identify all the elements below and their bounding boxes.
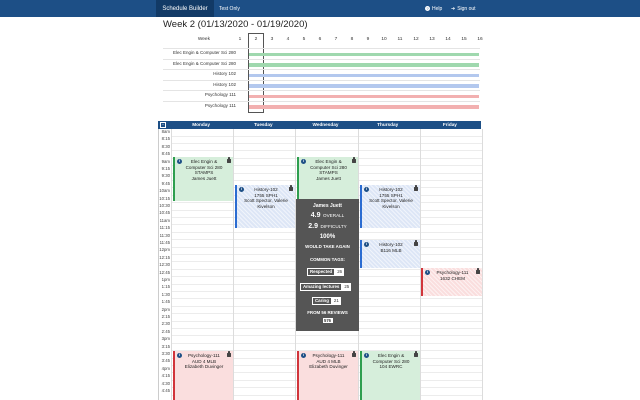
would-take-again-value: 100% — [319, 234, 336, 240]
event-psychology-111-wednesday[interactable] — [297, 351, 358, 400]
week-number-8[interactable]: 8 — [350, 37, 354, 42]
week-number-2[interactable]: 2 — [254, 37, 258, 42]
time-label: 12pm — [159, 247, 170, 253]
event-title: Elec Engin & Computer Sci 280 — [185, 159, 223, 170]
lock-icon[interactable] — [352, 353, 356, 357]
course-row — [163, 48, 480, 59]
course-week-bar — [249, 63, 479, 67]
time-label: 11:15 — [159, 225, 170, 231]
sign-out-label: Sign out — [457, 5, 476, 12]
time-grid-line — [171, 150, 482, 151]
lock-icon[interactable] — [414, 353, 418, 357]
time-label: 3:45 — [161, 358, 170, 364]
tag-respected — [307, 268, 344, 276]
time-label: 1:45 — [161, 299, 170, 305]
info-icon[interactable]: i — [366, 242, 367, 246]
event-history-102-tuesday[interactable] — [235, 185, 295, 228]
tag-count: 26 — [337, 269, 343, 274]
tag-amazing-lectures — [300, 283, 351, 291]
time-label: 2:30 — [161, 321, 170, 327]
time-label: 8:30 — [161, 143, 170, 149]
time-label: 2pm — [161, 306, 170, 312]
test-only-link[interactable]: Test Only — [219, 5, 240, 12]
event-title: History-102 — [379, 187, 403, 192]
event-location: STAMPS — [194, 170, 214, 176]
day-header-friday: Friday — [442, 122, 457, 127]
day-divider — [482, 129, 483, 400]
event-title: Elec Engin & Computer Sci 280 — [310, 159, 347, 170]
popup-difficulty — [296, 223, 359, 230]
course-week-bar — [249, 95, 479, 99]
time-grid-line — [171, 143, 482, 144]
time-label: 2:15 — [161, 314, 170, 319]
event-eecs-280-thursday[interactable] — [360, 351, 420, 400]
day-header-thursday: Thursday — [377, 122, 399, 127]
day-divider — [233, 129, 234, 400]
week-number-15[interactable]: 15 — [461, 37, 467, 42]
course-week-bar — [249, 84, 479, 88]
difficulty-value: 2.9 — [308, 223, 318, 230]
week-number-7[interactable]: 7 — [334, 37, 338, 42]
time-label: 9am — [161, 158, 170, 164]
help-link[interactable] — [425, 0, 442, 17]
info-icon[interactable]: i — [366, 353, 367, 357]
lock-icon[interactable] — [289, 187, 293, 191]
calendar-collapse-icon[interactable]: − — [161, 122, 165, 127]
event-psychology-111-friday[interactable] — [421, 268, 482, 296]
tag-count: 21 — [333, 298, 339, 303]
help-icon: ? — [426, 6, 429, 11]
event-location: AUD 4 MLB — [316, 358, 341, 364]
popup-would-take-again-pct — [296, 234, 359, 240]
week-number-11[interactable]: 11 — [397, 37, 403, 42]
help-label: Help — [432, 5, 443, 12]
week-number-16[interactable]: 16 — [477, 37, 483, 42]
popup-instructor-name: James Juett — [313, 203, 342, 209]
time-label: 12:15 — [159, 254, 170, 260]
course-label: Elec Engin & Computer Sci 280 — [172, 50, 236, 55]
week-number-9[interactable]: 9 — [366, 37, 370, 42]
week-number-12[interactable]: 12 — [413, 37, 419, 42]
brand-title[interactable]: Schedule Builder — [156, 0, 214, 17]
time-label: 11:30 — [159, 232, 170, 238]
time-label: 9:45 — [161, 180, 170, 186]
event-instructor: James Juett — [316, 175, 341, 181]
time-label: 3:30 — [161, 351, 170, 356]
lock-icon[interactable] — [352, 159, 356, 163]
event-eecs-280-wednesday[interactable] — [297, 157, 358, 201]
time-label: 3pm — [161, 336, 170, 342]
reviews-from-label: FROM 56 REVIEWS — [307, 310, 348, 315]
day-header-monday: Monday — [192, 122, 210, 127]
top-navbar — [0, 0, 640, 17]
sign-out-icon: ➜ — [451, 5, 456, 12]
week-title: Week 2 (01/13/2020 - 01/19/2020) — [163, 19, 308, 30]
course-row — [163, 69, 480, 80]
event-location: 1755 SPH1 — [254, 192, 278, 198]
event-location: STAMPS — [319, 170, 338, 176]
info-icon[interactable]: i — [179, 353, 180, 357]
event-location: 1632 CHEM — [439, 275, 466, 281]
time-label: 2:45 — [161, 328, 170, 334]
course-label: Psychology 111 — [204, 92, 236, 97]
time-label: 8:45 — [161, 151, 170, 157]
sign-out-link[interactable] — [451, 0, 476, 17]
course-row — [163, 101, 480, 112]
time-label: 1:30 — [161, 291, 170, 297]
time-label: 9:15 — [161, 166, 170, 171]
common-tags-label: COMMON TAGS: — [309, 257, 346, 262]
time-label: 11:45 — [159, 240, 170, 245]
time-label: 10am — [159, 188, 170, 194]
time-label: 10:45 — [159, 210, 170, 216]
time-label: 1pm — [161, 277, 170, 282]
event-psychology-111-monday[interactable] — [173, 351, 233, 400]
week-column-label: Week — [197, 37, 210, 42]
overall-label: OVERALL — [323, 213, 345, 218]
time-label: 4pm — [161, 365, 170, 371]
info-icon[interactable]: i — [179, 159, 180, 163]
info-icon[interactable]: i — [303, 159, 304, 163]
time-label: 12:30 — [159, 262, 170, 268]
course-week-bar — [249, 105, 479, 109]
event-location: AUD 4 MLB — [191, 358, 217, 364]
info-icon[interactable]: i — [366, 187, 367, 191]
event-location: B116 MLB — [380, 247, 402, 253]
tag-caring — [312, 297, 341, 305]
time-label: 8am — [161, 129, 170, 134]
lock-icon[interactable] — [414, 187, 418, 191]
week-number-10[interactable]: 10 — [381, 37, 387, 42]
event-instructor: James Juett — [191, 175, 217, 181]
event-title: History-102 — [379, 242, 403, 247]
week-number-6[interactable]: 6 — [318, 37, 322, 42]
time-grid-line — [171, 343, 482, 344]
reviews-count[interactable]: 576 — [324, 318, 331, 323]
event-location: 1755 SPH1 — [379, 192, 403, 198]
event-history-102-thursday-discussion[interactable] — [360, 240, 420, 268]
day-divider — [171, 129, 172, 400]
popup-overall — [296, 212, 359, 219]
week-number-13[interactable]: 13 — [429, 37, 435, 42]
time-grid-line — [171, 136, 482, 137]
event-eecs-280-monday[interactable] — [173, 157, 233, 201]
difficulty-label: DIFFICULTY — [320, 224, 347, 229]
event-instructor: Elizabeth Duvinger — [309, 364, 348, 370]
course-label: Psychology 111 — [204, 102, 236, 108]
course-week-bar — [249, 74, 479, 78]
event-history-102-thursday[interactable] — [360, 185, 420, 228]
time-grid-line — [171, 335, 482, 336]
event-location: 104 EWRC — [379, 364, 403, 370]
tag-label: Amazing lectures — [300, 283, 342, 291]
time-label: 8:15 — [161, 136, 170, 142]
week-number-3[interactable]: 3 — [270, 37, 274, 42]
info-icon[interactable]: i — [303, 353, 304, 357]
day-header-wednesday: Wednesday — [312, 122, 339, 127]
event-instructor: Scott Spector, Valerie Kivelson — [369, 198, 413, 209]
info-icon[interactable]: i — [427, 270, 428, 274]
tag-label: Caring — [312, 297, 332, 305]
course-label: History 102 — [213, 81, 236, 87]
day-header-tuesday: Tuesday — [253, 122, 273, 127]
week-number-14[interactable]: 14 — [445, 37, 451, 42]
course-row — [163, 59, 480, 70]
tag-count: 25 — [344, 284, 350, 289]
lock-icon[interactable] — [227, 159, 231, 163]
calendar-header — [158, 121, 481, 129]
time-label: 4:15 — [161, 373, 170, 379]
week-number-5[interactable]: 5 — [302, 37, 306, 42]
event-instructor: Elizabeth Duvinger — [184, 364, 224, 370]
time-label: 4:30 — [161, 380, 170, 386]
week-number-4[interactable]: 4 — [286, 37, 290, 42]
course-label: Elec Engin & Computer Sci 280 — [172, 60, 236, 66]
course-label: History 102 — [213, 71, 236, 76]
lock-icon[interactable] — [227, 353, 231, 357]
event-title: Elec Engin & Computer Sci 280 — [372, 353, 410, 364]
time-label: 12:45 — [159, 269, 170, 275]
time-label: 3:15 — [161, 343, 170, 349]
event-title: Psychology-111 — [312, 353, 345, 358]
time-label: 11am — [159, 217, 170, 223]
course-row — [163, 90, 480, 101]
lock-icon[interactable] — [414, 242, 418, 246]
week-number-1[interactable]: 1 — [238, 37, 242, 42]
would-take-again-label: WOULD TAKE AGAIN — [305, 244, 350, 249]
course-week-bar — [249, 53, 479, 57]
info-icon[interactable]: i — [241, 187, 242, 191]
instructor-rating-popup — [296, 199, 359, 331]
reviews-count-wrap — [296, 318, 359, 323]
event-title: Psychology-111 — [187, 353, 220, 358]
event-instructor: Scott Spector, Valerie Kivelson — [244, 198, 288, 209]
lock-icon[interactable] — [476, 270, 480, 274]
time-label: 10:30 — [159, 203, 170, 208]
time-label: 1:15 — [161, 284, 170, 290]
course-row — [163, 80, 480, 91]
time-label: 10:15 — [159, 195, 170, 201]
event-title: History-102 — [254, 187, 278, 192]
event-title: Psychology-111 — [436, 270, 469, 275]
overall-value: 4.9 — [310, 212, 321, 219]
time-label: 4:45 — [161, 388, 170, 393]
time-label: 9:30 — [161, 173, 170, 179]
tag-label: Respected — [307, 268, 335, 276]
